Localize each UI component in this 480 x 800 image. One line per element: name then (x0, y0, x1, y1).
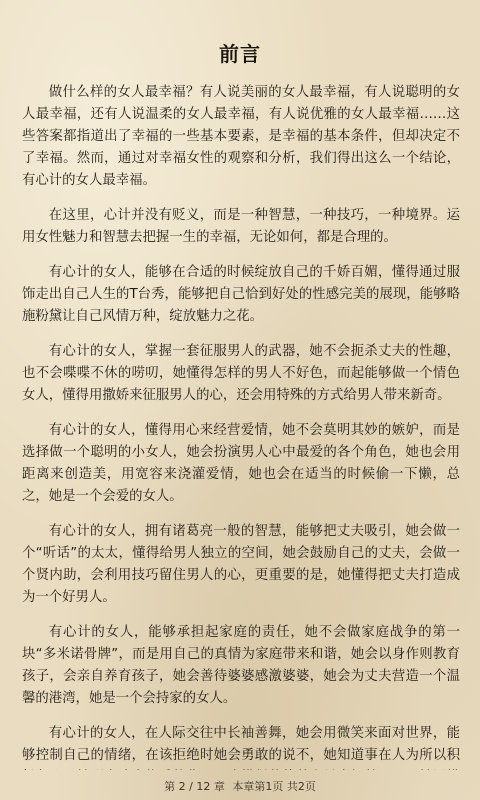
paragraph: 有心计的女人，懂得用心来经营爱情，她不会莫明其妙的嫉妒，而是选择做一个聪明的小女人，她会扮演男人心中最爱的各个角色，她也会用距离来创造美，用宽容来浇灌爱情，她也会在适当的时候偷一下懒，总之，她是一个会爱的女人。 (22, 423, 460, 504)
paragraph: 有心计的女人，拥有诸葛亮一般的智慧，能够把丈夫吸引，她会做一个“听话”的太太，懂得给男人独立的空间，她会鼓励自己的丈夫，会做一个贤内助，会利用技巧留住男人的心，更重要的是，她懂得把丈夫打造成为一个好男人。 (22, 524, 460, 605)
reading-status-bar (0, 774, 480, 800)
paragraph: 做什么样的女人最幸福？有人说美丽的女人最幸福，有人说聪明的女人最幸福，还有人说温柔的女人最幸福，有人说优雅的女人最幸福……这些答案都指道出了幸福的一些基本要素，是幸福的基本条件，但却决定不了幸福。然而，通过对幸福女性的观察和分析，我们得出这么一个结论，有心计的女人最幸福。 (22, 85, 460, 188)
paragraph: 有心计的女人，能够承担起家庭的责任，她不会做家庭战争的第一块“多米诺骨牌”，而是用自己的真情为家庭带来和谐，她会以身作则教育孩子，会亲自养育孩子，她会善待婆婆感激婆婆，她会为丈夫营造一个温馨的港湾，她是一个会持家的女人。 (22, 625, 460, 706)
page-progress: 本章第1页 共2页 (232, 780, 316, 793)
chapter-progress: 第 2 / 12 章 (164, 780, 225, 793)
paragraph: 有心计的女人，掌握一套征服男人的武器，她不会扼杀丈夫的性趣，也不会喋喋不休的唠叨，她懂得怎样的男人不好色，而起能够做一个情色女人，懂得用撒娇来征服男人的心，还会用特殊的方式给男人带来新奇。 (22, 344, 460, 403)
chapter-title: 前言 (219, 42, 261, 66)
paragraph: 有心计的女人，能够在合适的时候绽放自己的千娇百媚，懂得通过服饰走出自己人生的T台秀，能够把自己恰到好处的性感完美的展现，能够略施粉黛让自己风情万种，绽放魅力之花。 (22, 265, 460, 324)
chapter-content (22, 82, 460, 770)
paragraph: 有心计的女人，在人际交往中长袖善舞，她会用微笑来面对世界，能够控制自己的情绪，在该拒绝时她会勇敢的说不，她知道事在人为所以积 (22, 726, 460, 763)
paragraph: 在这里，心计并没有贬义，而是一种智慧，一种技巧，一种境界。运用女性魅力和智慧去把握一生的幸福，无论如何，都是合理的。 (22, 208, 460, 245)
